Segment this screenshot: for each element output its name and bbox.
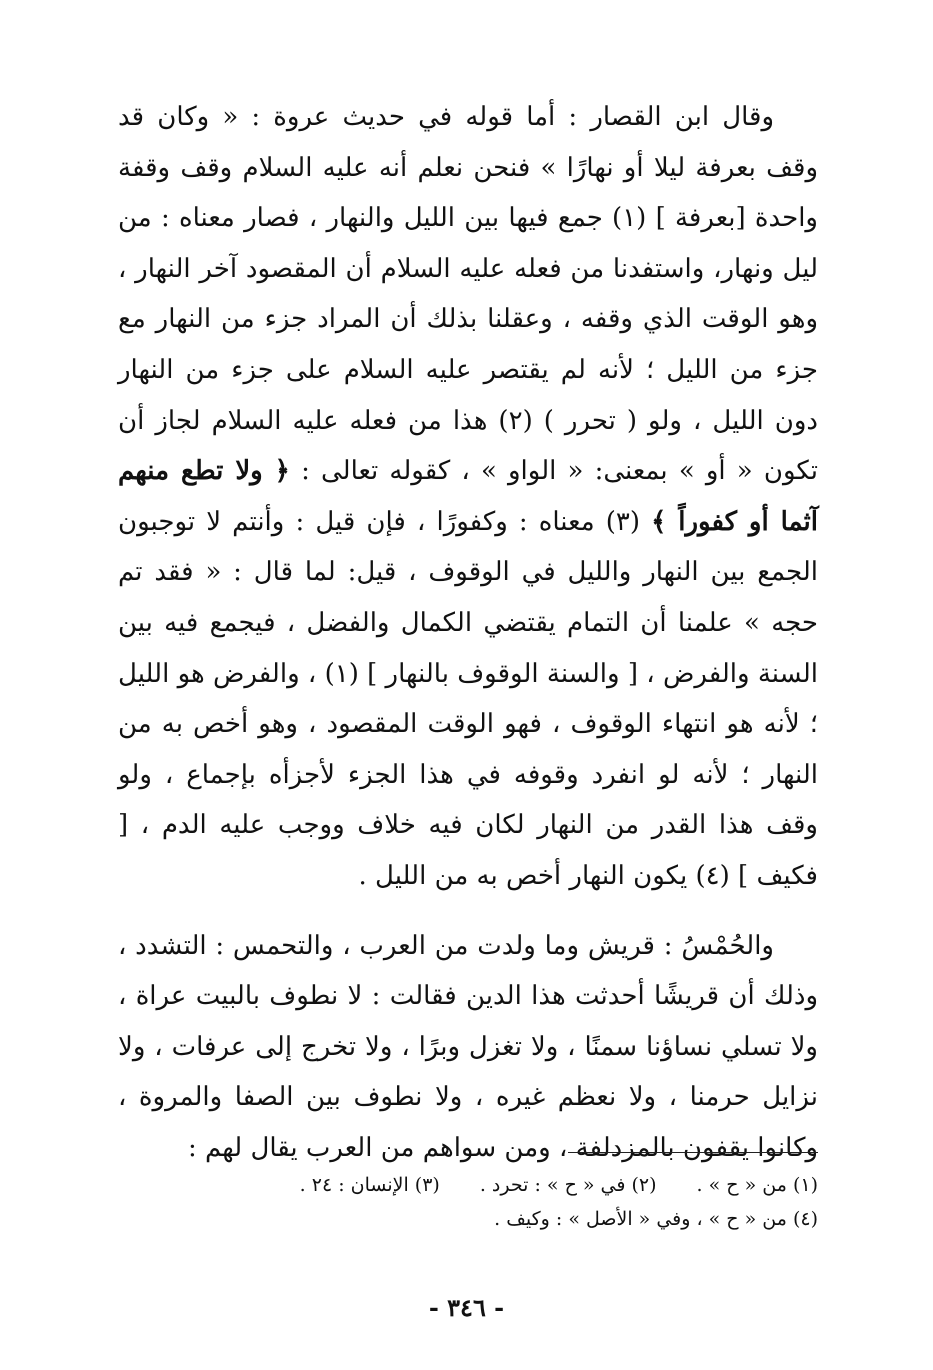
footnote-row <box>118 1202 818 1236</box>
footnote-3: (٣) الإنسان : ٢٤ . <box>299 1174 440 1196</box>
page-number: - ٣٤٦ - <box>428 1293 505 1322</box>
main-text <box>118 92 818 1173</box>
footnote-separator <box>568 1152 818 1153</box>
footnote-row <box>118 1168 818 1202</box>
footnote-4: (٤) من « ح » ، وفي « الأصل » : وكيف . <box>494 1208 818 1230</box>
footnote-1: (١) من « ح » . <box>696 1174 818 1196</box>
paragraph-al-hums: والحُمْسُ : قريش وما ولدت من العرب ، والتحمس : التشدد ، وذلك أن قريشًا أحدثت هذا الدين فقالت : لا نطوف بالبيت عراة ، ولا تسلي نساؤنا سمنًا ، ولا تغزل وبرًا ، ولا تخرج إلى عرفات ، ولا نزايل حرمنا ، ولا نعظم غيره ، ولا نطوف بين الصفا والمروة ، وكانوا يقفون بالمزدلفة ، ومن سواهم من العرب يقال لهم : <box>118 930 818 1163</box>
paragraph-ibn-al-qassar <box>118 92 818 902</box>
footnotes <box>118 1168 818 1236</box>
quran-verse: ﴿ ولا تطع منهم آثما أو كفوراً ﴾ <box>118 456 819 537</box>
footnote-2: (٢) في « ح » : تحرد . <box>479 1174 657 1196</box>
paragraph-text: وقال ابن القصار : أما قوله في حديث عروة : « وكان قد وقف بعرفة ليلا أو نهارًا » فنحن نعلم أنه عليه السلام وقف وقفة واحدة [بعرفة ] (١) جمع فيها بين الليل والنهار ، فصار معناه : من ليل ونهار، واستفدنا من فعله عليه السلام أن المقصود آخر النهار ، وهو الوقت الذي وقفه ، وعقلنا بذلك أن المراد جزء من النهار مع جزء من الليل ؛ لأنه لم يقتصر عليه السلام على جزء من النهار دون الليل ، ولو ( تحرر ) (٢) هذا من فعله عليه السلام لجاز أن تكون « أو » بمعنى: « الواو » ، كقوله تعالى : <box>118 102 818 487</box>
paragraph-text-continued: (٣) معناه : وكفورًا ، فإن قيل : وأنتم لا توجبون الجمع بين النهار والليل في الوقوف ، قيل: لما قال : « فقد تم حجه » علمنا أن التمام يقتضي الكمال والفضل ، فيجمع فيه بين السنة والفرض ، [ والسنة الوقوف بالنهار ] (١) ، والفرض هو الليل ؛ لأنه هو انتهاء الوقوف ، فهو الوقت المقصود ، وهو أخص به من النهار ؛ لأنه لو انفرد وقوفه في هذا الجزء لأجزأه بإجماع ، ولو وقف هذا القدر من النهار لكان فيه خلاف ووجب عليه الدم ، [ فكيف ] (٤) يكون النهار أخص به من الليل . <box>118 506 818 891</box>
